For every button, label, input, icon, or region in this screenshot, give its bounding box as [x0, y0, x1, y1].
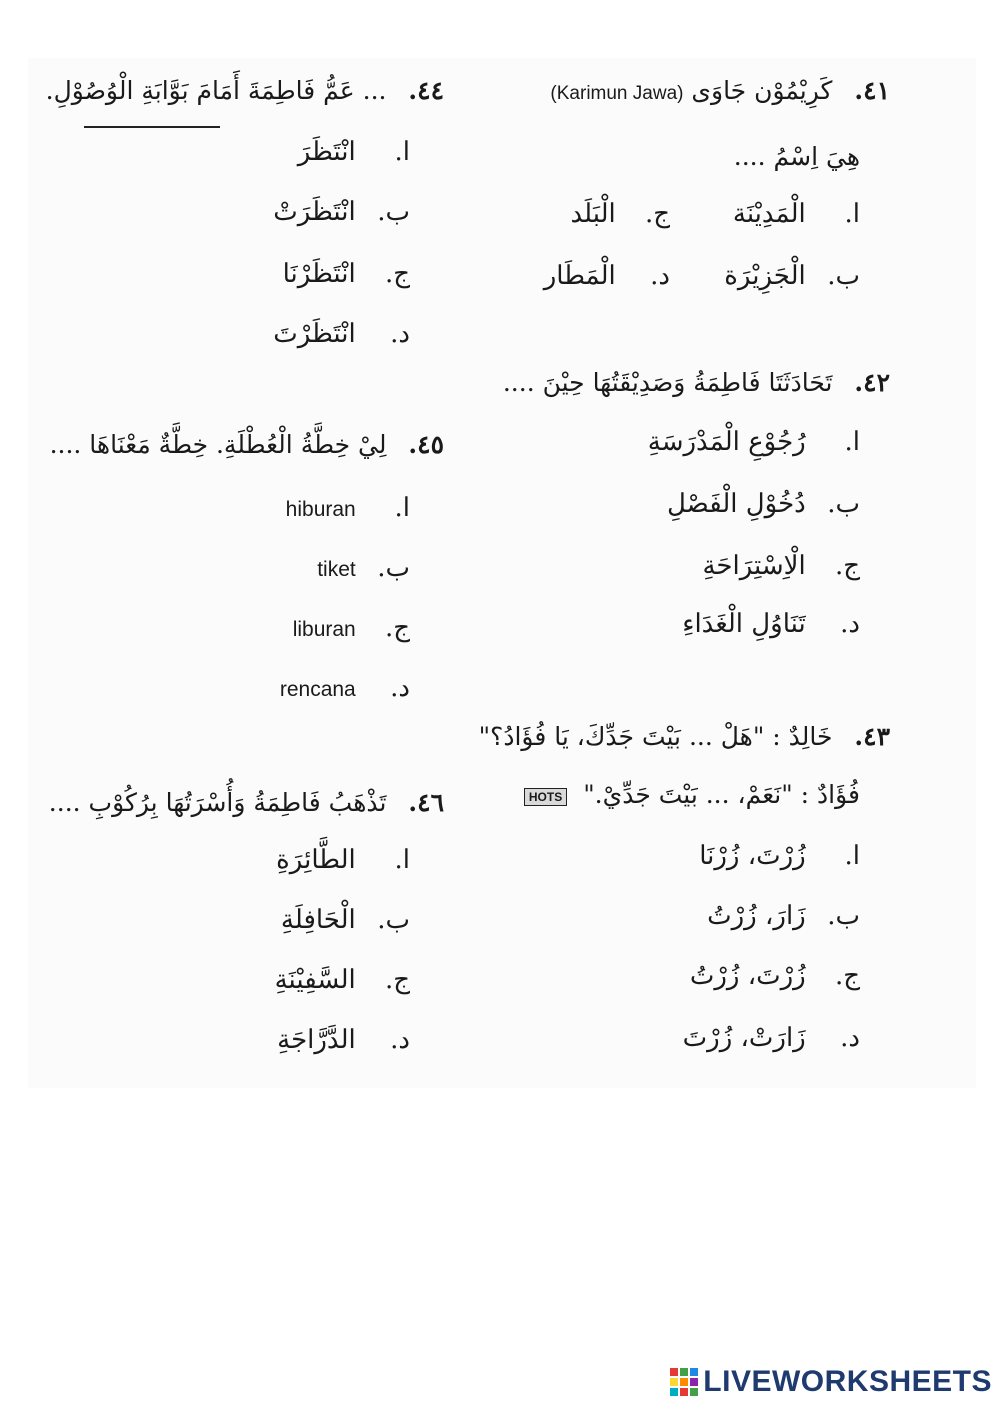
q44-option-d[interactable] — [273, 316, 410, 352]
option-text: الْمَدِيْنَة — [732, 199, 806, 229]
q43-number: ٤٣. — [854, 722, 890, 751]
liveworksheets-logo[interactable] — [669, 1365, 992, 1399]
q43-option-b[interactable] — [707, 898, 860, 934]
option-text: زَارَتْ، زُرْتَ — [682, 1023, 806, 1053]
option-letter: ا. — [844, 427, 860, 457]
q44-option-a[interactable] — [298, 134, 410, 170]
option-letter: ج. — [384, 965, 410, 995]
q41-stem-line2: هِيَ اِسْمُ .... — [733, 142, 860, 171]
option-letter: ب. — [377, 553, 410, 583]
q45-option-d[interactable] — [280, 670, 410, 708]
q42-number: ٤٢. — [854, 368, 890, 397]
brand-name: LIVEWORKSHEETS — [703, 1365, 992, 1398]
option-text: تَنَاوُلِ الْغَدَاءِ — [682, 609, 806, 639]
option-text: hiburan — [285, 498, 356, 521]
option-text: liburan — [292, 618, 356, 641]
q43-option-c[interactable] — [690, 958, 860, 994]
q42-option-b[interactable] — [667, 486, 860, 522]
q41-option-d[interactable] — [544, 258, 670, 294]
q41-stem-line1 — [550, 74, 890, 111]
option-text: زُرْتَ، زُرْتُ — [689, 961, 806, 991]
liveworksheets-logo-icon — [669, 1367, 699, 1397]
q46-option-c[interactable] — [275, 962, 410, 998]
hots-badge: HOTS — [524, 788, 567, 806]
option-text: انْتَظَرْنَا — [282, 259, 356, 289]
option-text: الْحَافِلَةِ — [280, 905, 356, 935]
option-text: السَّفِيْنَةِ — [274, 965, 356, 995]
q46-number: ٤٦. — [408, 788, 444, 817]
option-text: الْمَطَار — [543, 261, 616, 291]
option-letter: د. — [390, 1025, 410, 1055]
q42-option-c[interactable] — [702, 548, 860, 584]
q44-number: ٤٤. — [408, 76, 444, 105]
option-letter: ب. — [377, 197, 410, 227]
q46-option-d[interactable] — [277, 1022, 410, 1058]
q45-stem — [50, 428, 444, 462]
option-text: انْتَظَرْتَ — [273, 319, 356, 349]
option-letter: ج. — [384, 613, 410, 643]
q45-option-a[interactable] — [286, 490, 410, 528]
option-letter: ب. — [377, 905, 410, 935]
option-text: الْاِسْتِرَاحَةِ — [702, 551, 806, 581]
option-letter: ب. — [827, 489, 860, 519]
q45-number: ٤٥. — [408, 430, 444, 459]
option-letter: ا. — [394, 845, 410, 875]
q43-stem-line2 — [524, 778, 860, 812]
option-letter: ا. — [394, 493, 410, 523]
option-letter: ج. — [834, 551, 860, 581]
q41-stem: كَرِيْمُوْن جَاوَى — [691, 76, 833, 105]
option-letter: ب. — [827, 261, 860, 291]
option-letter: ج. — [384, 259, 410, 289]
q45-stem-text: لِيْ خِطَّةُ الْعُطْلَةِ. خِطَّةٌ مَعْنَاهَا .... — [49, 430, 387, 459]
option-text: rencana — [279, 678, 356, 701]
q45-option-c[interactable] — [293, 610, 410, 648]
answer-underline — [84, 126, 220, 128]
q43-line2: فُؤَادٌ : "نَعَمْ، ... بَيْتَ جَدِّيْ." — [583, 780, 860, 809]
q41-number: ٤١. — [854, 76, 890, 105]
q42-option-a[interactable] — [648, 424, 860, 460]
q44-option-b[interactable] — [273, 194, 410, 230]
q42-stem-text: تَحَادَثَتَا فَاطِمَةُ وَصَدِيْقَتُهَا حِيْنَ .... — [502, 368, 833, 397]
q42-option-d[interactable] — [682, 606, 860, 642]
q43-stem-line1 — [479, 720, 890, 754]
q43-option-a[interactable] — [699, 838, 860, 874]
option-text: الدَّرَّاجَةِ — [277, 1025, 356, 1055]
q46-stem-text: تَذْهَبُ فَاطِمَةُ وَأُسْرَتُهَا بِرُكُوْبِ .... — [48, 788, 387, 817]
option-text: tiket — [317, 558, 356, 581]
option-letter: د. — [840, 609, 860, 639]
option-letter: د. — [840, 1023, 860, 1053]
option-letter: د. — [390, 673, 410, 703]
q45-option-b[interactable] — [317, 550, 410, 588]
option-text: انْتَظَرَتْ — [273, 197, 356, 227]
q43-option-d[interactable] — [683, 1020, 860, 1056]
option-text: الطَّائِرَةِ — [276, 845, 356, 875]
option-letter: د. — [390, 319, 410, 349]
q41-option-b[interactable] — [724, 258, 860, 294]
option-text: الْبَلَد — [570, 199, 616, 229]
option-letter: ا. — [844, 199, 860, 229]
q46-option-b[interactable] — [281, 902, 410, 938]
option-text: انْتَظَرَ — [297, 137, 356, 167]
option-letter: ا. — [394, 137, 410, 167]
q41-latin: (Karimun Jawa) — [550, 83, 684, 104]
option-text: الْجَزِيْرَة — [724, 261, 806, 291]
q44-stem — [46, 74, 444, 108]
q41-option-c[interactable] — [570, 196, 670, 232]
option-letter: ا. — [844, 841, 860, 871]
option-text: زَارَ، زُرْتُ — [707, 901, 806, 931]
q46-option-a[interactable] — [276, 842, 410, 878]
q41-option-a[interactable] — [733, 196, 860, 232]
option-text: رُجُوْعِ الْمَدْرَسَةِ — [647, 427, 806, 457]
option-letter: ب. — [827, 901, 860, 931]
q43-line1: خَالِدٌ : "هَلْ ... بَيْتَ جَدِّكَ، يَا فُؤَادُ؟" — [478, 722, 833, 751]
option-letter: ج. — [834, 961, 860, 991]
q46-stem — [49, 786, 444, 820]
q44-stem-text: ... عَمُّ فَاطِمَةَ أَمَامَ بَوَّابَةِ الْوُصُوْلِ. — [45, 76, 387, 105]
q42-stem — [503, 366, 890, 400]
option-letter: ج. — [644, 199, 670, 229]
option-letter: د. — [650, 261, 670, 291]
q44-option-c[interactable] — [283, 256, 410, 292]
option-text: دُخُوْلِ الْفَصْلِ — [666, 489, 806, 519]
option-text: زُرْتَ، زُرْنَا — [699, 841, 806, 871]
